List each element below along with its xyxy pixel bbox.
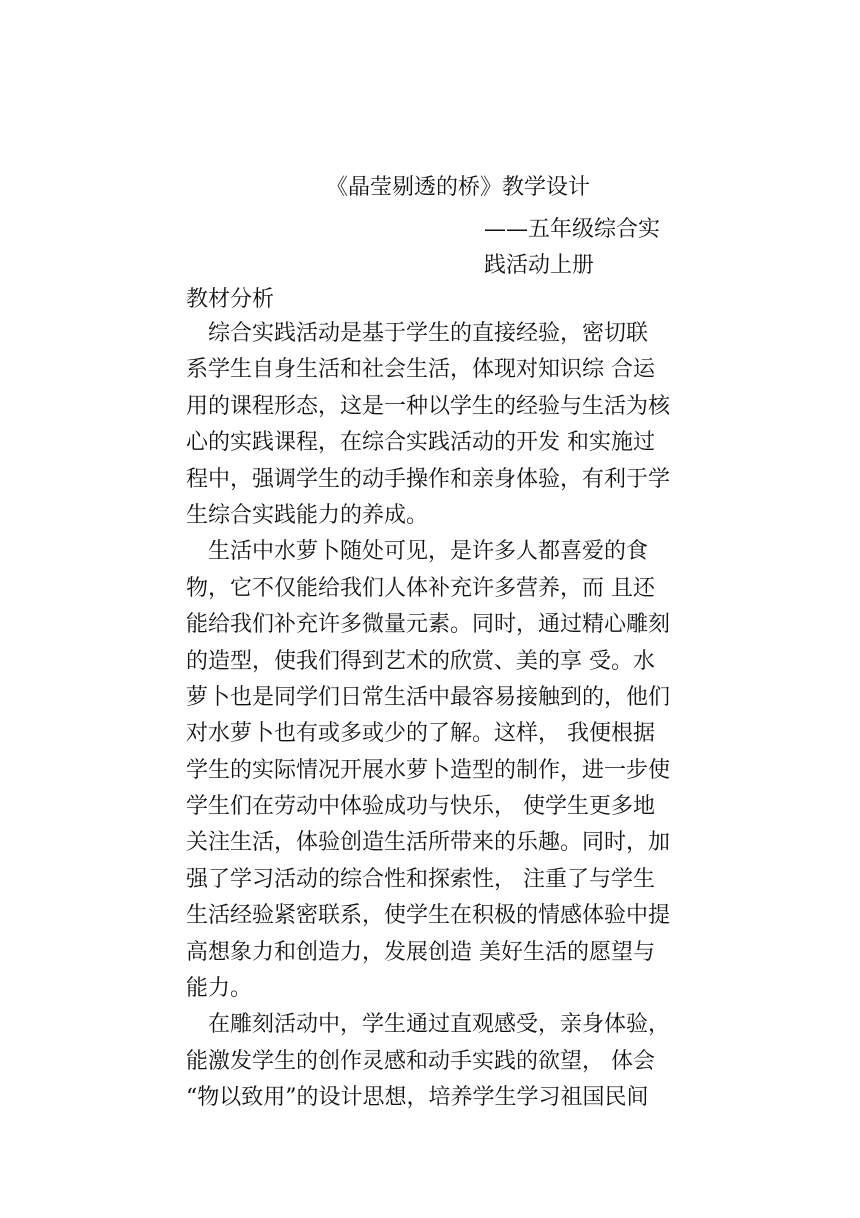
section-heading: 教材分析: [186, 287, 275, 312]
body-line: 能给我们补充许多微量元素。同时，通过精心雕刻: [186, 612, 671, 638]
body-line: 程中，强调学生的动手操作和亲身体验，有利于学: [186, 466, 671, 492]
body-line: 用的课程形态，这是一种以学生的经验与生活为核: [186, 393, 671, 419]
body-line: 学生们在劳动中体验成功与快乐， 使学生更多地: [186, 794, 655, 820]
document-title: 《晶莹剔透的桥》教学设计: [326, 175, 591, 200]
body-line: 对水萝卜也有或多或少的了解。这样， 我便根据: [186, 721, 655, 747]
body-line: 生活中水萝卜随处可见，是许多人都喜爱的食: [186, 539, 649, 565]
body-line: 萝卜也是同学们日常生活中最容易接触到的，他们: [186, 684, 671, 710]
subtitle-line: 践活动上册: [484, 253, 595, 278]
body-line: 学生的实际情况开展水萝卜造型的制作，进一步使: [186, 757, 671, 783]
body-line: 物，它不仅能给我们人体补充许多营养，而 且还: [186, 575, 655, 601]
body-line: 能激发学生的创作灵感和动手实践的欲望， 体会: [186, 1048, 655, 1074]
body-line: 强了学习活动的综合性和探索性， 注重了与学生: [186, 866, 655, 892]
document-subtitle: [484, 212, 684, 284]
body-line: 生综合实践能力的养成。: [186, 502, 429, 528]
body-line: 在雕刻活动中，学生通过直观感受，亲身体验，: [186, 1012, 671, 1038]
body-line: 综合实践活动是基于学生的直接经验，密切联: [186, 321, 649, 346]
body-line: “物以致用”的设计思想，培养学生学习祖国民间: [186, 1085, 649, 1111]
body-line: 系学生自身生活和社会生活，体现对知识综 合运: [186, 357, 655, 383]
body-line: 能力。: [186, 976, 253, 1002]
body-line: 高想象力和创造力，发展创造 美好生活的愿望与: [186, 939, 655, 965]
body-line: 的造型，使我们得到艺术的欣赏、美的享 受。水: [186, 648, 655, 674]
subtitle-line: ——五年级综合实: [484, 217, 661, 242]
body-line: 关注生活，体验创造生活所带来的乐趣。同时，加: [186, 830, 671, 856]
body-line: 生活经验紧密联系，使学生在积极的情感体验中提: [186, 903, 671, 929]
body-text: [186, 316, 686, 1117]
body-line: 心的实践课程，在综合实践活动的开发 和实施过: [186, 430, 655, 456]
